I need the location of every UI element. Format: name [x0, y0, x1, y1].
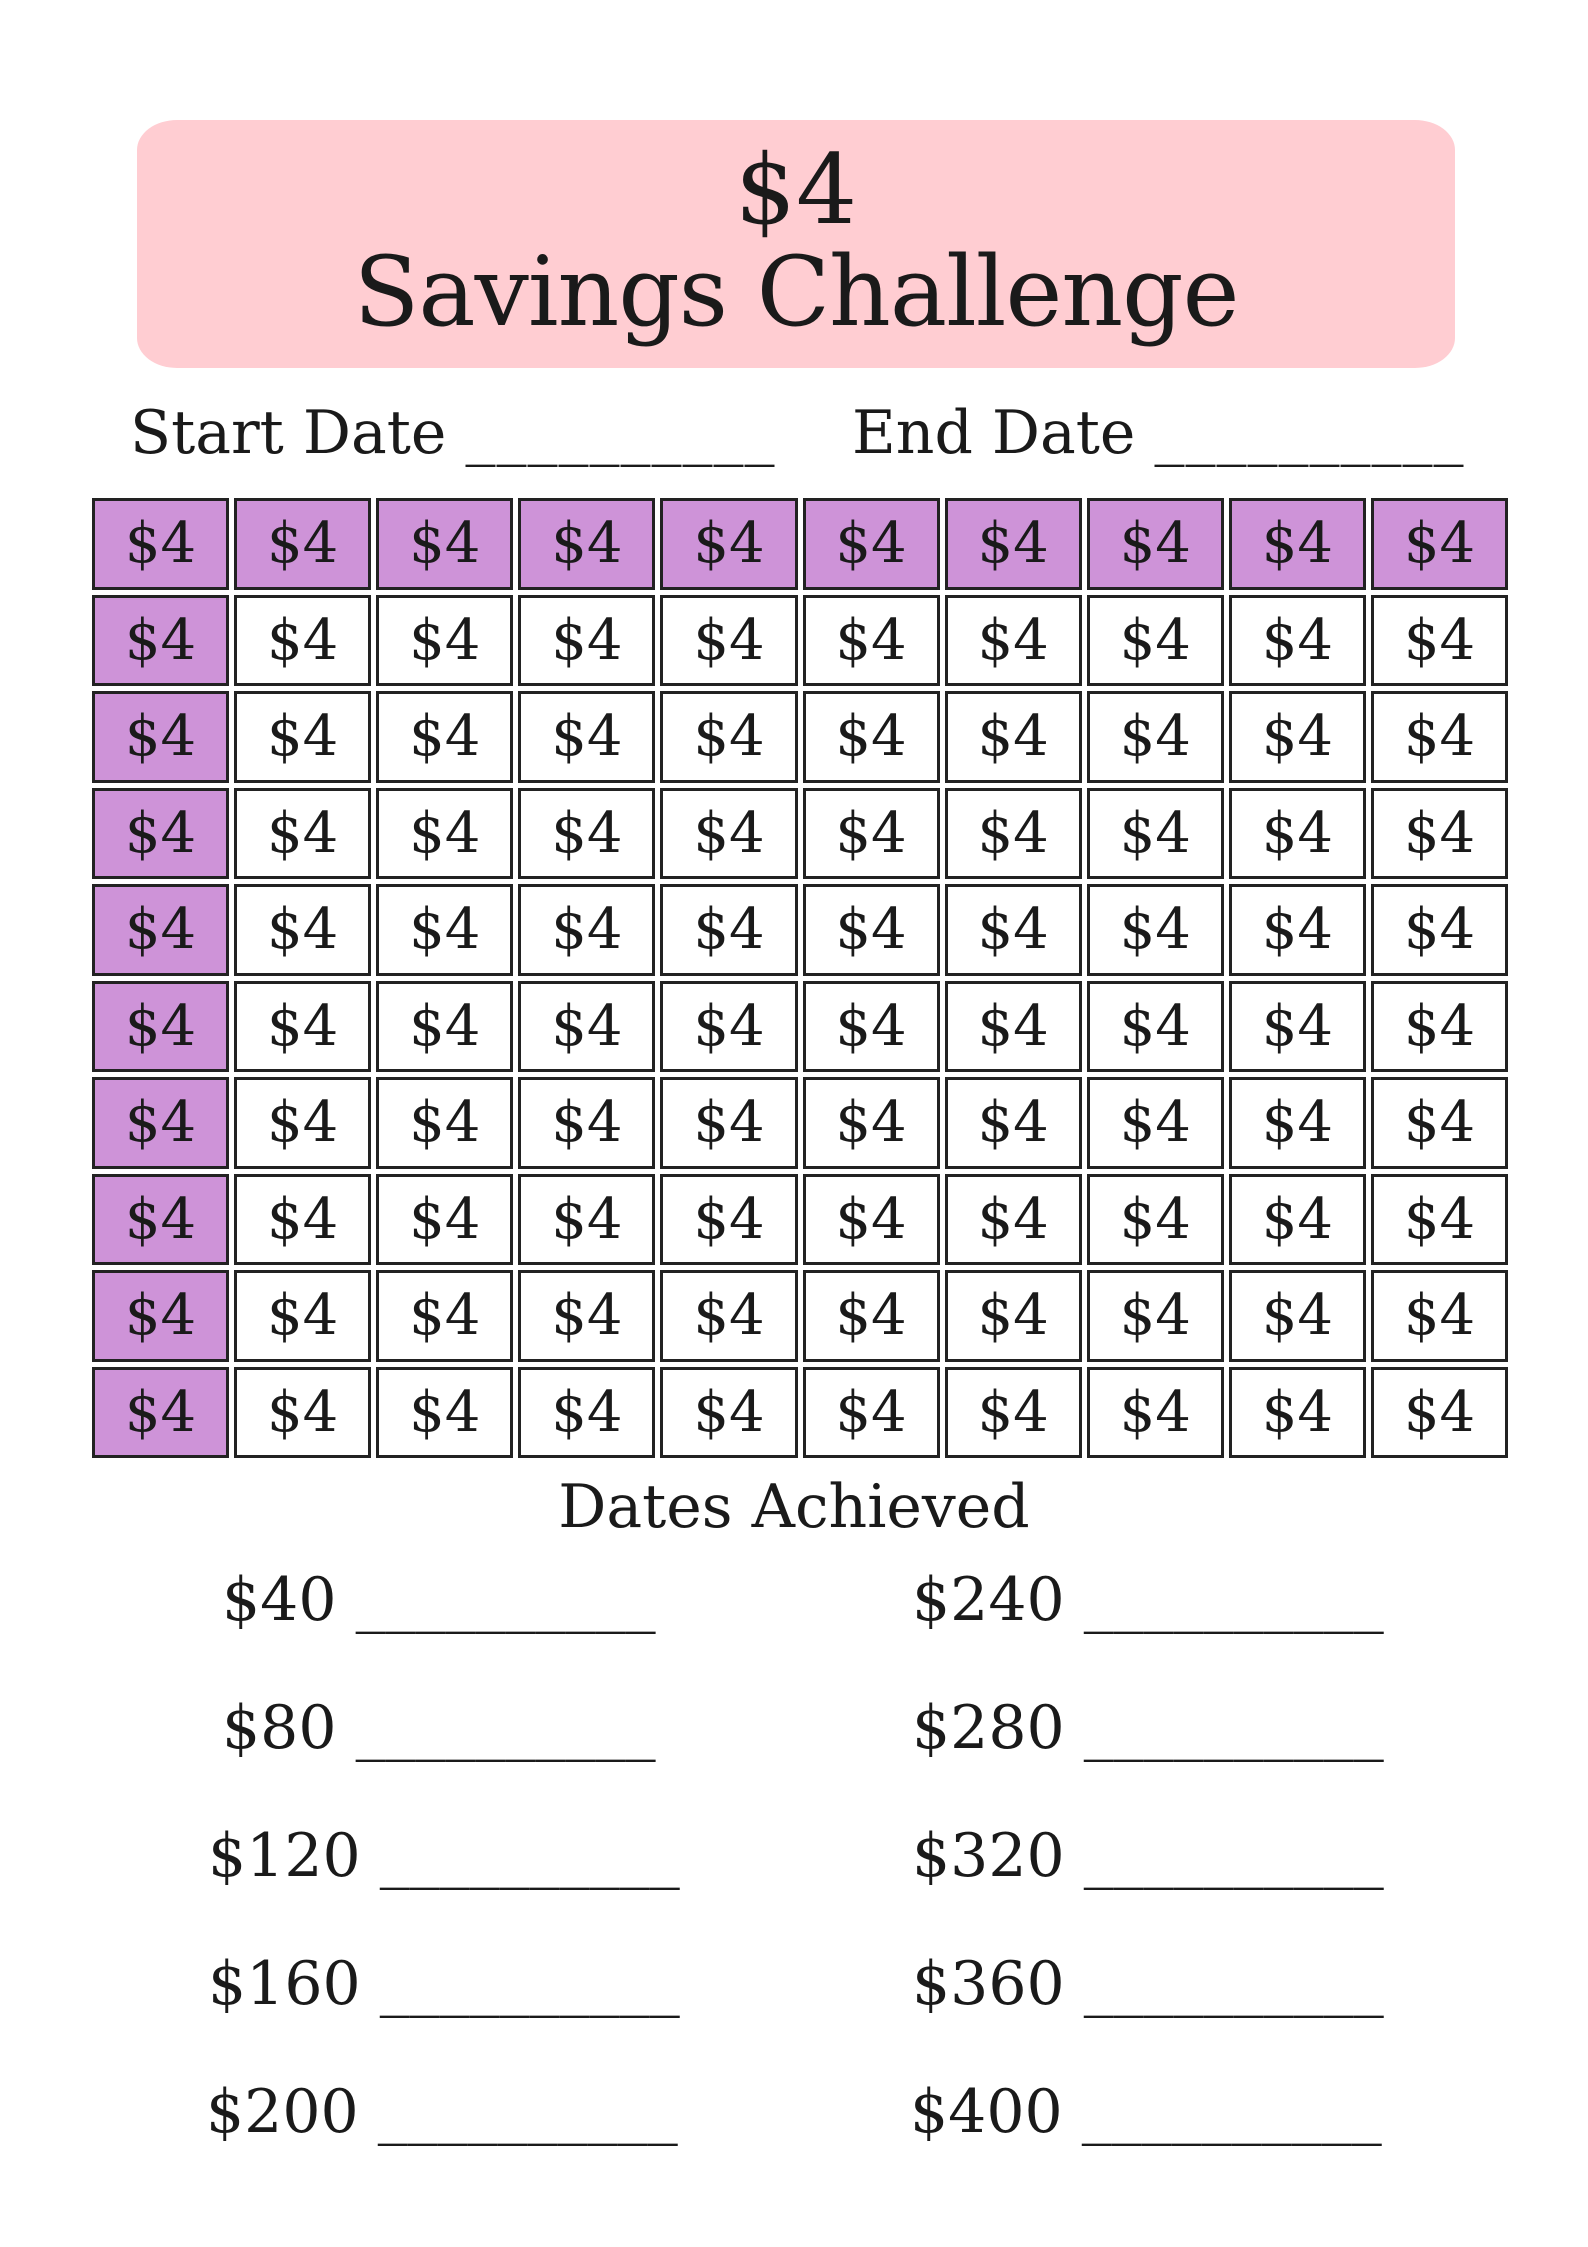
grid-cell[interactable]: $4	[1229, 1174, 1366, 1266]
grid-cell[interactable]: $4	[1087, 1367, 1224, 1459]
grid-cell[interactable]: $4	[234, 981, 371, 1073]
start-date-label: Start Date	[130, 398, 447, 468]
grid-cell[interactable]: $4	[660, 1367, 797, 1459]
grid-cell[interactable]: $4	[1371, 788, 1508, 880]
grid-cell[interactable]: $4	[803, 498, 940, 590]
grid-cell[interactable]: $4	[518, 1270, 655, 1362]
grid-cell[interactable]: $4	[234, 1174, 371, 1266]
grid-cell[interactable]: $4	[1087, 884, 1224, 976]
milestone-blank[interactable]: __________	[355, 1693, 656, 1763]
milestone-blank[interactable]: __________	[379, 1949, 680, 2019]
grid-cell[interactable]: $4	[92, 1270, 229, 1362]
grid-cell[interactable]: $4	[660, 1174, 797, 1266]
grid-cell[interactable]: $4	[518, 1174, 655, 1266]
grid-cell[interactable]: $4	[660, 498, 797, 590]
grid-cell[interactable]: $4	[234, 1077, 371, 1169]
milestone-right-1	[912, 1693, 1384, 1763]
grid-cell[interactable]: $4	[1087, 788, 1224, 880]
grid-cell[interactable]: $4	[1371, 595, 1508, 687]
milestone-blank[interactable]: __________	[379, 1821, 680, 1891]
grid-cell[interactable]: $4	[1229, 884, 1366, 976]
grid-cell[interactable]: $4	[1229, 1077, 1366, 1169]
grid-cell[interactable]: $4	[1087, 981, 1224, 1073]
grid-cell[interactable]: $4	[1371, 981, 1508, 1073]
end-date-blank[interactable]: __________	[1154, 398, 1465, 468]
milestone-left-1	[222, 1693, 656, 1763]
grid-cell[interactable]: $4	[234, 788, 371, 880]
milestone-right-0	[912, 1565, 1384, 1635]
grid-cell[interactable]: $4	[660, 884, 797, 976]
grid-cell[interactable]: $4	[803, 884, 940, 976]
milestone-amount: $40	[222, 1565, 337, 1635]
grid-cell[interactable]: $4	[1371, 1077, 1508, 1169]
grid-cell[interactable]: $4	[376, 1270, 513, 1362]
grid-cell[interactable]: $4	[376, 691, 513, 783]
grid-cell[interactable]: $4	[1371, 1367, 1508, 1459]
grid-cell[interactable]: $4	[376, 788, 513, 880]
grid-cell[interactable]: $4	[803, 1174, 940, 1266]
milestone-left-4	[206, 2077, 678, 2147]
grid-cell[interactable]: $4	[1087, 1174, 1224, 1266]
milestone-amount: $400	[910, 2077, 1063, 2147]
grid-cell[interactable]: $4	[945, 1174, 1082, 1266]
milestone-amount: $360	[912, 1949, 1065, 2019]
grid-cell[interactable]: $4	[1229, 981, 1366, 1073]
milestone-amount: $80	[222, 1693, 337, 1763]
grid-cell[interactable]: $4	[92, 691, 229, 783]
grid-cell[interactable]: $4	[92, 1174, 229, 1266]
grid-cell[interactable]: $4	[1087, 498, 1224, 590]
milestone-blank[interactable]: __________	[377, 2077, 678, 2147]
milestone-blank[interactable]: __________	[1083, 1693, 1384, 1763]
grid-cell[interactable]: $4	[92, 1077, 229, 1169]
grid-cell[interactable]: $4	[945, 498, 1082, 590]
milestone-amount: $240	[912, 1565, 1065, 1635]
milestone-blank[interactable]: __________	[355, 1565, 656, 1635]
grid-cell[interactable]: $4	[376, 981, 513, 1073]
grid-cell[interactable]: $4	[660, 595, 797, 687]
title-banner	[137, 120, 1455, 368]
grid-cell[interactable]: $4	[1371, 498, 1508, 590]
milestone-amount: $280	[912, 1693, 1065, 1763]
grid-cell[interactable]: $4	[945, 691, 1082, 783]
grid-cell[interactable]: $4	[1229, 788, 1366, 880]
grid-cell[interactable]: $4	[518, 1077, 655, 1169]
grid-cell[interactable]: $4	[1087, 595, 1224, 687]
milestone-amount: $120	[208, 1821, 361, 1891]
grid-cell[interactable]: $4	[518, 595, 655, 687]
grid-cell[interactable]: $4	[945, 884, 1082, 976]
grid-cell[interactable]: $4	[92, 595, 229, 687]
grid-cell[interactable]: $4	[660, 981, 797, 1073]
grid-cell[interactable]: $4	[945, 1367, 1082, 1459]
grid-cell[interactable]: $4	[376, 498, 513, 590]
grid-cell[interactable]: $4	[945, 981, 1082, 1073]
grid-cell[interactable]: $4	[803, 691, 940, 783]
grid-cell[interactable]: $4	[803, 788, 940, 880]
grid-cell[interactable]: $4	[92, 981, 229, 1073]
grid-cell[interactable]: $4	[945, 1077, 1082, 1169]
grid-cell[interactable]: $4	[660, 788, 797, 880]
grid-cell[interactable]: $4	[1229, 1367, 1366, 1459]
milestone-blank[interactable]: __________	[1083, 1821, 1384, 1891]
grid-cell[interactable]: $4	[803, 1367, 940, 1459]
grid-cell[interactable]: $4	[92, 1367, 229, 1459]
grid-cell[interactable]: $4	[92, 884, 229, 976]
grid-cell[interactable]: $4	[376, 1174, 513, 1266]
grid-cell[interactable]: $4	[1229, 691, 1366, 783]
milestone-amount: $200	[206, 2077, 359, 2147]
grid-cell[interactable]: $4	[803, 595, 940, 687]
banner-title: Savings Challenge	[353, 236, 1239, 348]
milestone-blank[interactable]: __________	[1083, 1949, 1384, 2019]
grid-cell[interactable]: $4	[1371, 691, 1508, 783]
dates-achieved-title: Dates Achieved	[558, 1472, 1030, 1542]
grid-cell[interactable]: $4	[376, 1077, 513, 1169]
grid-cell[interactable]: $4	[234, 691, 371, 783]
end-date-label: End Date	[852, 398, 1136, 468]
grid-cell[interactable]: $4	[803, 1077, 940, 1169]
grid-cell[interactable]: $4	[518, 498, 655, 590]
banner-amount: $4	[734, 134, 858, 246]
grid-cell[interactable]: $4	[1087, 691, 1224, 783]
grid-cell[interactable]: $4	[803, 981, 940, 1073]
grid-cell[interactable]: $4	[1087, 1077, 1224, 1169]
grid-cell[interactable]: $4	[945, 1270, 1082, 1362]
milestone-left-3	[208, 1949, 680, 2019]
milestone-right-2	[912, 1821, 1384, 1891]
milestone-blank[interactable]: __________	[1083, 1565, 1384, 1635]
grid-cell[interactable]: $4	[945, 788, 1082, 880]
grid-cell[interactable]: $4	[1229, 595, 1366, 687]
grid-cell[interactable]: $4	[234, 595, 371, 687]
start-date-row	[130, 398, 775, 468]
grid-cell[interactable]: $4	[518, 884, 655, 976]
end-date-row	[852, 398, 1465, 468]
milestone-amount: $320	[912, 1821, 1065, 1891]
grid-cell[interactable]: $4	[1229, 1270, 1366, 1362]
grid-cell[interactable]: $4	[234, 1270, 371, 1362]
grid-cell[interactable]: $4	[376, 595, 513, 687]
grid-cell[interactable]: $4	[1229, 498, 1366, 590]
grid-cell[interactable]: $4	[518, 691, 655, 783]
grid-cell[interactable]: $4	[518, 981, 655, 1073]
milestone-amount: $160	[208, 1949, 361, 2019]
milestone-left-2	[208, 1821, 680, 1891]
grid-cell[interactable]: $4	[1087, 1270, 1224, 1362]
grid-cell[interactable]: $4	[518, 788, 655, 880]
grid-cell[interactable]: $4	[92, 498, 229, 590]
grid-cell[interactable]: $4	[234, 884, 371, 976]
grid-cell[interactable]: $4	[660, 1077, 797, 1169]
grid-cell[interactable]: $4	[945, 595, 1082, 687]
grid-cell[interactable]: $4	[803, 1270, 940, 1362]
grid-cell[interactable]: $4	[234, 1367, 371, 1459]
grid-cell[interactable]: $4	[92, 788, 229, 880]
grid-cell[interactable]: $4	[660, 1270, 797, 1362]
grid-cell[interactable]: $4	[660, 691, 797, 783]
milestone-right-4	[910, 2077, 1382, 2147]
milestone-blank[interactable]: __________	[1081, 2077, 1382, 2147]
grid-cell[interactable]: $4	[234, 498, 371, 590]
milestone-left-0	[222, 1565, 656, 1635]
savings-grid	[92, 498, 1508, 1458]
grid-cell[interactable]: $4	[518, 1367, 655, 1459]
grid-cell[interactable]: $4	[376, 884, 513, 976]
start-date-blank[interactable]: __________	[465, 398, 776, 468]
grid-cell[interactable]: $4	[1371, 884, 1508, 976]
grid-cell[interactable]: $4	[376, 1367, 513, 1459]
grid-cell[interactable]: $4	[1371, 1270, 1508, 1362]
milestone-right-3	[912, 1949, 1384, 2019]
grid-cell[interactable]: $4	[1371, 1174, 1508, 1266]
